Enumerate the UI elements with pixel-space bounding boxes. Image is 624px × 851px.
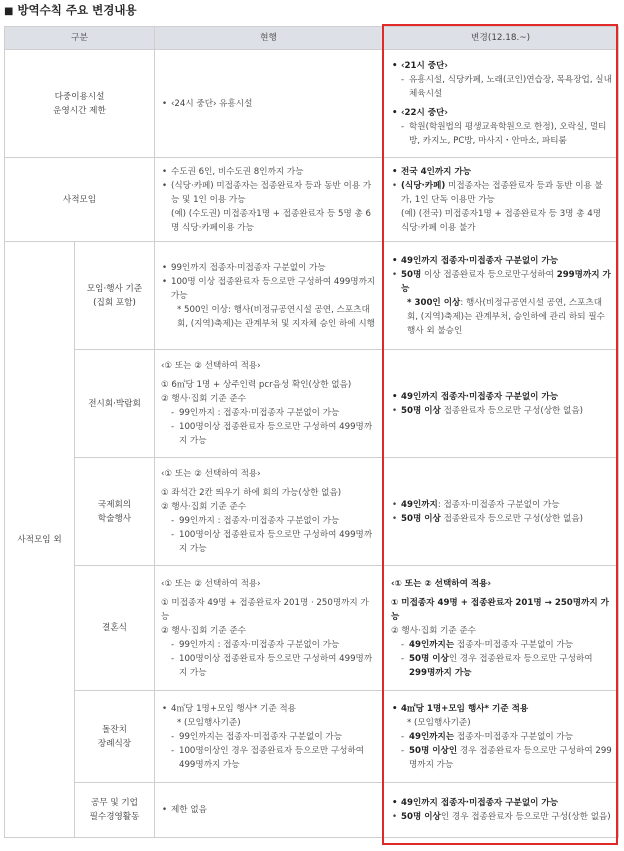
text-fragment: • 제한 없음 <box>161 803 376 817</box>
text-fragment: ② 행사·집회 기준 준수 <box>161 394 247 404</box>
text-fragment: * 300인 이상 <box>407 297 461 308</box>
text-fragment <box>391 179 612 207</box>
text-fragment: * (모임행사기준) <box>177 717 241 728</box>
row-label-party-funeral <box>75 691 155 783</box>
text-fragment: 접종자·미접종자 구분없이 가능 <box>454 731 574 742</box>
text-fragment: 50명 이상 <box>401 513 441 524</box>
text-fragment: ‹① 또는 ② 선택하여 적용› <box>161 361 261 371</box>
text-fragment: - 학원(학원법의 평생교육학원으로 한정), 오락실, 멀티방, 카지노, PC방, 마사지・안마소, 파티룸 <box>391 120 612 148</box>
text-fragment: 국제회의 <box>97 499 132 510</box>
text-fragment: - 유흥시설, 식당카페, 노래(코인)연습장, 목욕장업, 실내체육시설 <box>391 73 612 101</box>
text-fragment: 돌잔치 <box>102 724 127 735</box>
change-cell <box>383 458 619 566</box>
text-fragment: • ‹22시 중단› <box>391 106 612 120</box>
text-fragment: • 수도권 6인, 비수도권 8인까지 가능 <box>161 165 376 179</box>
page-title <box>4 2 137 18</box>
square-bullet-icon: ■ <box>4 6 14 17</box>
text-fragment <box>391 268 612 296</box>
text-fragment: * 500인 이상: 행사(비정규공연시설 공연, 스포츠대회, (지역)축제)는 관계부처 및 지자체 승인 하에 시행 <box>177 304 375 329</box>
current-cell <box>155 783 383 838</box>
change-cell <box>383 50 619 158</box>
text-fragment: ① 미접종자 49명 + 접종완료자 201명 · 250명까지 가능 <box>161 597 369 622</box>
row-label-gathering-event <box>75 242 155 350</box>
row-label-private-gathering: 사적모임 <box>5 158 155 242</box>
title-text: 방역수칙 주요 변경내용 <box>17 3 137 17</box>
current-cell <box>155 242 383 350</box>
text-fragment <box>391 512 612 526</box>
text-fragment: 299명까지 가능 <box>401 269 611 294</box>
table-row <box>5 566 619 691</box>
text-fragment: 이상 접종완료자 등으로만구성하여 <box>421 269 557 280</box>
text-fragment: - 100명이상인 경우 접종완료자 등으로만 구성하여 499명까지 가능 <box>161 744 376 772</box>
text-fragment: 경우 접종완료자 등으로만 구성하여 299명까지 가능 <box>409 745 612 770</box>
text-fragment: ① 좌석간 2칸 띄우기 하에 회의 가능(상한 없음) <box>161 488 342 498</box>
row-label-wedding: 결혼식 <box>75 566 155 691</box>
change-cell <box>383 691 619 783</box>
text-fragment: 인 경우 접종완료자 등으로만 구성하여 <box>448 653 593 664</box>
text-fragment: (식당·카페) <box>401 180 446 191</box>
text-fragment: 장례식장 <box>97 738 132 749</box>
text-fragment: • (식당·카페) 미접종자는 접종완료자 등과 동반 이용 가능 및 1인 이용 가능 <box>161 179 376 207</box>
header-change: 변경(12.18.~) <box>383 27 619 50</box>
change-cell <box>383 783 619 838</box>
change-cell <box>383 566 619 691</box>
text-fragment: 다중이용시설 <box>54 91 105 102</box>
text-fragment: ② 행사·집회 기준 준수 <box>161 625 247 636</box>
text-fragment <box>391 744 612 772</box>
text-fragment: 모임·행사 기준 <box>86 283 143 294</box>
row-label-business <box>75 783 155 838</box>
text-fragment: 50명 이상 <box>401 405 441 416</box>
text-fragment: ② 행사·집회 기준 준수 <box>161 502 247 512</box>
text-fragment: ② 행사·집회 기준 준수 <box>391 625 477 636</box>
text-fragment: 50명 <box>401 269 422 280</box>
text-fragment: 50명 이상인 <box>409 745 458 756</box>
text-fragment <box>391 730 612 744</box>
table-row <box>5 242 619 350</box>
text-fragment: - 99인까지 : 접종자·미접종자 구분없이 가능 <box>161 514 376 528</box>
text-fragment: : 행사(비정규공연시설 공연, 스포츠대회, (지역)축제)는 관계부처, 승인하에 관리 하되 필수행사 외 불승인 <box>407 297 605 336</box>
text-fragment <box>391 498 612 512</box>
text-fragment: • ‹24시 중단› 유흥시설 <box>161 97 376 111</box>
change-cell <box>383 242 619 350</box>
change-cell <box>383 350 619 458</box>
text-fragment: 미접종자는 접종완료자 등과 동반 이용 불가, 1인 단독 이용만 가능 <box>401 180 603 205</box>
text-fragment: * (모임행사기준) <box>407 717 471 728</box>
text-fragment: 49인까지 <box>401 499 438 510</box>
current-cell <box>155 566 383 691</box>
table-row <box>5 50 619 158</box>
text-fragment: 필수경영활동 <box>89 812 140 822</box>
text-fragment: - 100명이상 접종완료자 등으로만 구성하여 499명까지 가능 <box>161 528 376 556</box>
text-fragment <box>391 638 612 652</box>
change-cell <box>383 158 619 242</box>
text-fragment: 접종자·미접종자 구분없이 가능 <box>454 639 574 650</box>
text-fragment: • ‹21시 중단› <box>391 59 612 73</box>
row-label-operating-hours <box>5 50 155 158</box>
text-fragment: - 99인까지 : 접종자·미접종자 구분없이 가능 <box>161 638 376 652</box>
table-row <box>5 158 619 242</box>
text-fragment: • 전국 4인까지 가능 <box>391 165 612 179</box>
table-header-row <box>5 27 619 50</box>
text-fragment: ① 6㎡당 1명 + 상주인력 pcr음성 확인(상한 없음) <box>161 380 352 390</box>
text-fragment: : 접종자·미접종자 구분없이 가능 <box>437 499 560 510</box>
text-fragment: (집회 포함) <box>93 297 136 308</box>
text-fragment: • 49인까지 접종자·미접종자 구분없이 가능 <box>391 390 612 404</box>
text-fragment: 공무 및 기업 <box>91 798 138 808</box>
text-fragment: - 99인까지는 접종자·미접종자 구분없이 가능 <box>161 730 376 744</box>
text-fragment: • 99인까지 접종자·미접종자 구분없이 가능 <box>161 261 376 275</box>
text-fragment: 299명까지 가능 <box>409 667 472 678</box>
current-cell <box>155 458 383 566</box>
text-fragment: - 100명이상 접종완료자 등으로만 구성하여 499명까지 가능 <box>161 652 376 680</box>
text-fragment: ‹① 또는 ② 선택하여 적용› <box>161 578 261 589</box>
text-fragment: • 4㎡당 1명+모임 행사* 기준 적용 <box>161 702 376 716</box>
text-fragment: • 49인까지 접종자·미접종자 구분없이 가능 <box>391 796 612 810</box>
text-fragment: 50명 이상 <box>401 812 441 822</box>
header-current: 현행 <box>155 27 383 50</box>
text-fragment: ‹① 또는 ② 선택하여 적용› <box>161 469 261 479</box>
text-fragment <box>391 296 612 338</box>
text-fragment: - 99인까지 : 접종자·미접종자 구분없이 가능 <box>161 406 376 420</box>
current-cell <box>155 350 383 458</box>
table-row <box>5 691 619 783</box>
text-fragment: • 49인까지 접종자·미접종자 구분없이 가능 <box>391 254 612 268</box>
text-fragment <box>391 652 612 680</box>
text-fragment <box>391 404 612 418</box>
text-fragment <box>391 810 612 824</box>
text-fragment: ① 미접종자 49명 + 접종완료자 201명 → 250명까지 가능 <box>391 597 609 622</box>
row-label-conference <box>75 458 155 566</box>
text-fragment: • 100명 이상 접종완료자 등으로만 구성하여 499명까지 가능 <box>161 275 376 303</box>
text-fragment: 학술행사 <box>97 513 132 524</box>
text-fragment: 접종완료자 등으로만 구성(상한 없음) <box>440 405 584 416</box>
table-row <box>5 783 619 838</box>
current-cell <box>155 158 383 242</box>
text-fragment: 49인까지는 <box>409 731 455 742</box>
text-fragment: ‹① 또는 ② 선택하여 적용› <box>391 578 492 589</box>
table-row <box>5 350 619 458</box>
text-fragment: 50명 이상 <box>409 653 449 664</box>
table-row <box>5 458 619 566</box>
rule-change-table <box>4 26 619 838</box>
text-fragment: 49인까지는 <box>409 639 455 650</box>
text-fragment: 접종완료자 등으로만 구성(상한 없음) <box>440 513 584 524</box>
current-cell <box>155 50 383 158</box>
text-fragment: 인 경우 접종완료자 등으로만 구성(상한 없음) <box>440 812 611 822</box>
header-category: 구분 <box>5 27 155 50</box>
text-fragment: (예) (전국) 미접종자1명 + 접종완료자 등 3명 총 4명 식당·카페 이용 불가 <box>401 208 601 233</box>
text-fragment: • 4㎡당 1명+모임 행사* 기준 적용 <box>391 702 612 716</box>
text-fragment: 운영시간 제한 <box>53 105 106 116</box>
group-label-non-private: 사적모임 외 <box>5 242 75 838</box>
text-fragment: (예) (수도권) 미접종자1명 + 접종완료자 등 5명 총 6명 식당·카페이용 가능 <box>171 208 371 233</box>
current-cell <box>155 691 383 783</box>
text-fragment: - 100명이상 접종완료자 등으로만 구성하여 499명까지 가능 <box>161 420 376 448</box>
row-label-exhibition: 전시회·박람회 <box>75 350 155 458</box>
